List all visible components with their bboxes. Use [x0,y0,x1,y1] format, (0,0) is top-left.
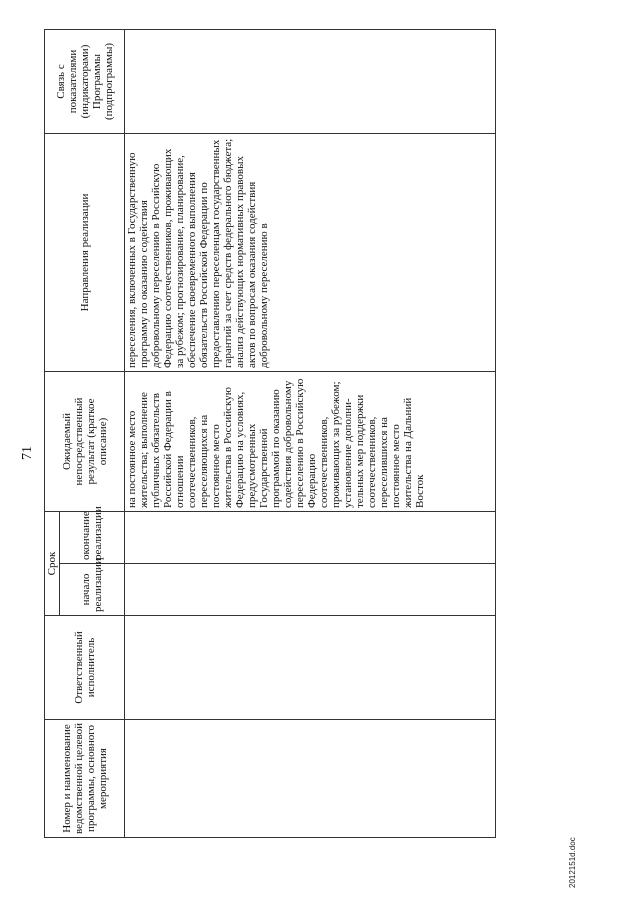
cell-expected-result [125,372,496,512]
cell-number-name [125,720,496,838]
cell-term-end [125,512,496,564]
header-term-end: окончание реализации [60,512,125,564]
rotated-content [20,18,590,888]
expected-result-text: на постоянное место жительства; выполнение публичных обязательств Российской Федерации в отношении соотечественников, переселяющихся на постоянное место жительства в Российскую Федерацию на условиях, предусмотренных Государственной программой по оказанию содействия добровольному переселению в Российскую Федерацию соотечественников, проживающих за рубежом; установление дополни-тельных мер поддержки соотечественников, переселившихся на постоянное место жительства на Дальний Восток [126,378,426,508]
cell-executor [125,616,496,720]
header-number-name: Номер и наименование ведомственной целевой программы, основного мероприятия [45,720,125,838]
cell-term-start [125,564,496,616]
measures-table [44,29,496,838]
cell-directions [125,134,496,372]
header-link: Связь с показателями (индикаторами) Программы (подпрограммы) [45,30,125,134]
header-term-start: начало реализации [60,564,125,616]
header-executor: Ответственный исполнитель [45,616,125,720]
page-number: 71 [20,446,35,460]
header-term: Срок [45,512,60,616]
header-directions: Направления реализации [45,134,125,372]
cell-link [125,30,496,134]
header-expected-result: Ожидаемый непосредственный результат (краткое описание) [45,372,125,512]
table-row [125,30,496,838]
document-id: 2012151d.doc [568,837,577,888]
directions-text: переселения, включенных в Государственную программу по оказанию содействия добровольному переселению в Российскую Федерацию соотечественников, проживающих за рубежом; прогнозирование, планирование, обеспечение своевременного выполнения обязательств Российской Федерации по предоставлению переселенцам государственных гарантий за счет средств федерального бюджета; анализ действующих нормативных правовых актов по вопросам оказания содействия добровольному переселению в [126,138,270,368]
